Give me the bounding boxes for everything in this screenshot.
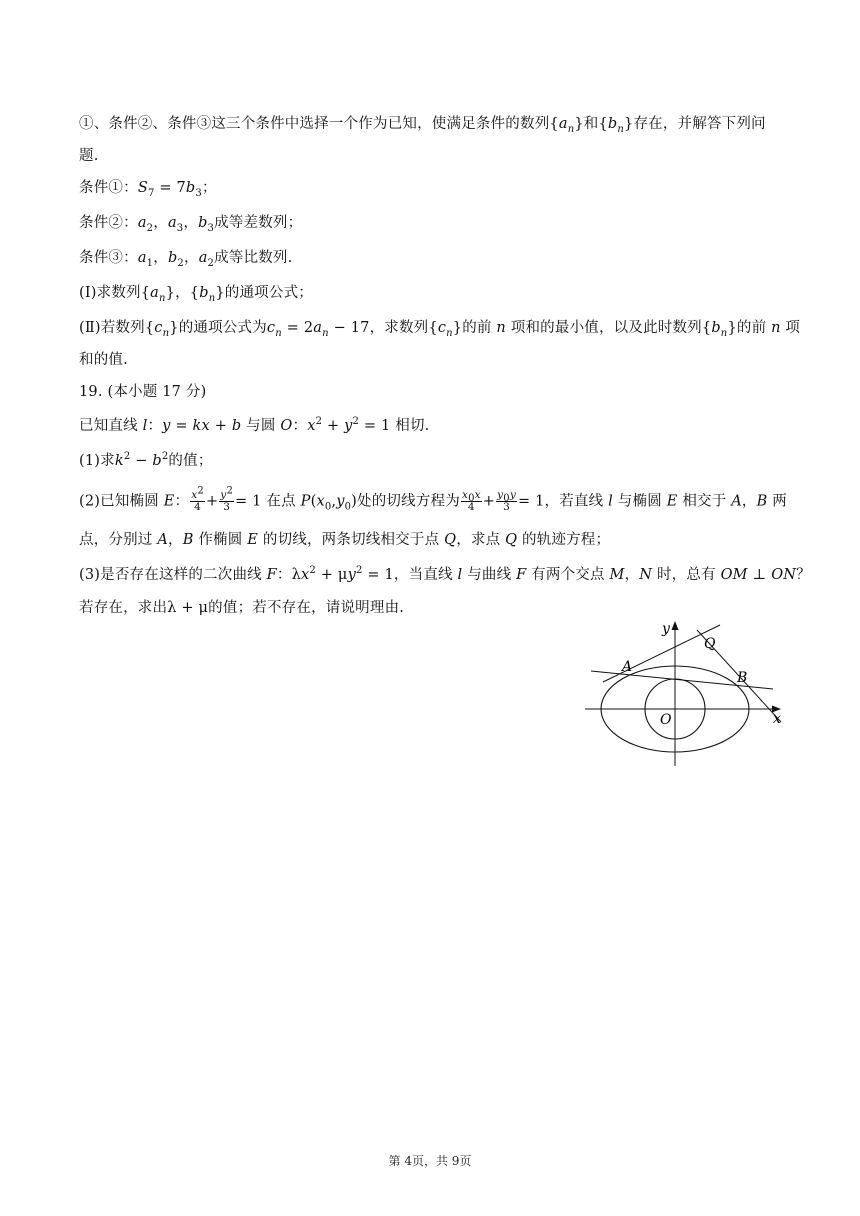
part-II-line2: 和的值. [79, 352, 128, 368]
label-A: A [622, 659, 633, 675]
label-x: x [773, 711, 781, 727]
p19-q1: (1)求$k^2 - b^2$的值； [79, 451, 213, 469]
label-O: O [660, 712, 672, 728]
y-axis-arrow [672, 621, 679, 630]
p18-line2: 题. [79, 148, 99, 164]
part-II-line1: (Ⅱ)若数列$\{c_n\}$的通项公式为$c_n = 2a_n - 17$，求数列$\{c_n\}$的前 n 项和的最小值，以及此时数列$\{b_n\}$的前 n 项 [79, 320, 801, 339]
p19-q2-line2: 点，分别过 A，B 作椭圆 E 的切线，两条切线相交于点 Q，求点 Q 的轨迹方程； [79, 532, 611, 548]
condition-1: 条件①：$S_7 = 7b_3$； [79, 180, 217, 199]
part-I: (Ⅰ)求数列$\{a_n\}$，$\{b_n\}$的通项公式； [79, 285, 313, 304]
p19-q2-line1: (2)已知椭圆 E： $\frac{x^2}{4}$ + $\frac{y^2}{3}$ = 1 在点 $P(x_0,y_0)$处的切线方程为 $\frac{x_0x}{4}$ + $\frac{y_0y}{3}$ = 1，若直线 l 与椭圆 E 相交于 A，B 两 [79, 485, 787, 513]
condition-3: 条件③：$a_1$，$b_2$，$a_2$成等比数列. [79, 250, 293, 269]
label-y: y [662, 621, 670, 637]
cond2-label: 条件②： [79, 215, 138, 231]
p18-line1 [79, 114, 784, 134]
condition-2: 条件②：$a_2$，$a_3$，$b_3$成等差数列； [79, 215, 303, 234]
cond1-label: 条件①： [79, 180, 138, 196]
page-footer: 第 4页，共 9页 [388, 1154, 472, 1168]
label-B: B [737, 670, 748, 686]
p19-header: 19. (本小题 17 分) [79, 384, 207, 400]
geometry-figure [585, 616, 785, 768]
p19-q3-line2: 若存在，求出λ + μ的值；若不存在，请说明理由. [79, 600, 405, 616]
p18-line1-text: ①、条件②、条件③这三个条件中选择一个作为已知，使满足条件的数列$\{a_n\}$和$\{b_n\}$存在，并解答下列问 [79, 116, 766, 135]
label-Q: Q [704, 636, 716, 652]
cond3-label: 条件③： [79, 250, 138, 266]
p19-q3-line1: (3)是否存在这样的二次曲线 F：$\lambda x^2 + \mu y^2 = 1$，当直线 l 与曲线 F 有两个交点 M，N 时，总有 OM ⊥ ON？ [79, 565, 811, 583]
p19-stem: 已知直线 l：y = kx + b 与圆 O：$x^2 + y^2 = 1$ 相切. [79, 416, 430, 434]
